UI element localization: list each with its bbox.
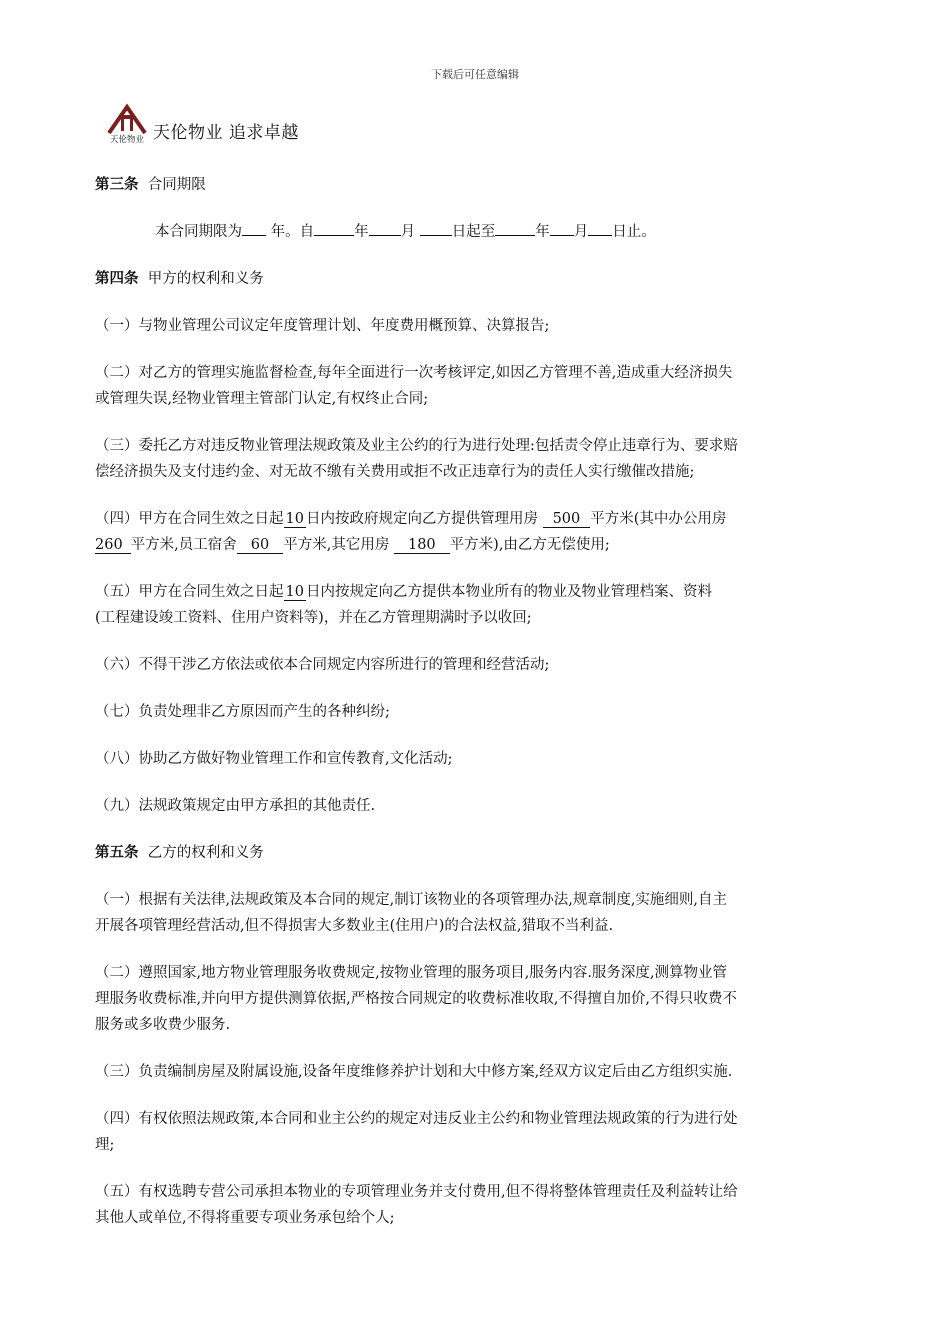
item-text: 日内按规定向乙方提供本物业所有的物业及物业管理档案、资料 — [305, 584, 712, 600]
article4-heading — [95, 265, 855, 293]
article5-item2-line3: 服务或多收费少服务. — [95, 1017, 231, 1033]
article3-heading — [95, 171, 855, 199]
article4-item8: （八）协助乙方做好物业管理工作和宣传教育,文化活动; — [95, 751, 453, 767]
article4-item3-line2: 偿经济损失及支付违约金、对无故不缴有关费用或拒不改正违章行为的责任人实行缴催改措施; — [95, 464, 695, 480]
article5-item2-line1: （二）遵照国家,地方物业管理服务收费规定,按物业管理的服务项目,服务内容.服务深度,测算物业管 — [95, 965, 728, 981]
blank-years — [242, 219, 266, 236]
brand-slogan: 天伦物业 追求卓越 — [153, 123, 299, 143]
company-logo — [103, 101, 151, 145]
term-text: 本合同期限为 — [155, 224, 242, 240]
article4-item5-line2: (工程建设竣工资料、住用户资料等)，并在乙方管理期满时予以收回; — [95, 610, 532, 626]
article5-item5-line1: （五）有权选聘专营公司承担本物业的专项管理业务并支付费用,但不得将整体管理责任及利益转让给 — [95, 1184, 738, 1200]
article4-item5-line1 — [95, 578, 855, 606]
article4-item1: （一）与物业管理公司议定年度管理计划、年度费用概预算、决算报告; — [95, 318, 550, 334]
article4-number: 第四条 — [95, 270, 139, 287]
blank-start-year — [314, 219, 354, 236]
item-text: 日内按政府规定向乙方提供管理用房 — [305, 511, 543, 527]
article4-item7: （七）负责处理非乙方原因而产生的各种纠纷; — [95, 704, 390, 720]
blank-end-month — [550, 219, 574, 236]
days-value: 10 — [285, 584, 304, 600]
item-text: 平方米(其中办公用房 — [590, 511, 727, 527]
term-text: 年 — [354, 224, 369, 240]
article5-number: 第五条 — [95, 844, 139, 861]
term-text: 月 — [573, 224, 589, 240]
article4-item4-line1 — [95, 505, 855, 533]
article5-heading — [95, 839, 855, 867]
article5-item1-line2: 开展各项管理经营活动,但不得损害大多数业主(住用户)的合法权益,猎取不当利益. — [95, 918, 614, 934]
item-text: （四）甲方在合同生效之日起 — [95, 511, 284, 527]
other-area-value: 180 — [394, 537, 450, 554]
article3-term-line — [155, 218, 915, 246]
article5-item4-line2: 理; — [95, 1137, 115, 1153]
article4-item2-line1: （二）对乙方的管理实施监督检查,每年全面进行一次考核评定,如因乙方管理不善,造成重大经济损失 — [95, 365, 733, 381]
article5-item4-line1: （四）有权依照法规政策,本合同和业主公约的规定对违反业主公约和物业管理法规政策的行为进行处 — [95, 1111, 738, 1127]
article4-item6: （六）不得干涉乙方依法或依本合同规定内容所进行的管理和经营活动; — [95, 657, 550, 673]
blank-start-day — [420, 219, 452, 236]
article4-item3-line1: （三）委托乙方对违反物业管理法规政策及业主公约的行为进行处理:包括责令停止违章行为、要求赔 — [95, 438, 738, 454]
article4-item2-line2: 或管理失误,经物业管理主管部门认定,有权终止合同; — [95, 391, 429, 407]
item-text: 平方米,其它用房 — [283, 537, 394, 553]
article3-number: 第三条 — [95, 176, 139, 193]
item-text: （五）甲方在合同生效之日起 — [95, 584, 284, 600]
blank-end-day — [588, 219, 612, 236]
article5-item3: （三）负责编制房屋及附属设施,设备年度维修养护计划和大中修方案,经双方议定后由乙方组织实施. — [95, 1064, 733, 1080]
article5-title: 乙方的权利和义务 — [147, 845, 264, 861]
svg-text:天伦物业: 天伦物业 — [109, 135, 145, 145]
article5-item5-line2: 其他人或单位,不得将重要专项业务承包给个人; — [95, 1210, 395, 1226]
area-value: 500 — [543, 511, 591, 528]
article5-item2-line2: 理服务收费标准,并向甲方提供测算依据,严格按合同规定的收费标准收取,不得擅自加价,不得只收费不 — [95, 991, 737, 1007]
article4-title: 甲方的权利和义务 — [147, 271, 264, 287]
brand-block — [103, 101, 299, 145]
term-text: 年。自 — [266, 224, 315, 240]
item-text: 平方米,员工宿舍 — [130, 537, 237, 553]
dorm-area-value: 60 — [237, 537, 283, 554]
article4-item9: （九）法规政策规定由甲方承担的其他责任. — [95, 798, 376, 814]
item-text: 平方米),由乙方无偿使用; — [449, 537, 610, 553]
header-note: 下载后可任意编辑 — [431, 68, 519, 81]
blank-end-year — [495, 219, 535, 236]
term-text: 年 — [535, 224, 550, 240]
article5-item1-line1: （一）根据有关法律,法规政策及本合同的规定,制订该物业的各项管理办法,规章制度,实施细则,自主 — [95, 892, 728, 908]
term-text: 月 — [400, 224, 420, 240]
term-text: 日起至 — [451, 224, 496, 240]
article3-title: 合同期限 — [147, 177, 206, 193]
article4-item4-line2 — [95, 531, 855, 559]
term-text: 日止。 — [612, 224, 656, 240]
blank-start-month — [369, 219, 401, 236]
office-area-value: 260 — [95, 537, 131, 554]
days-value: 10 — [285, 511, 304, 527]
